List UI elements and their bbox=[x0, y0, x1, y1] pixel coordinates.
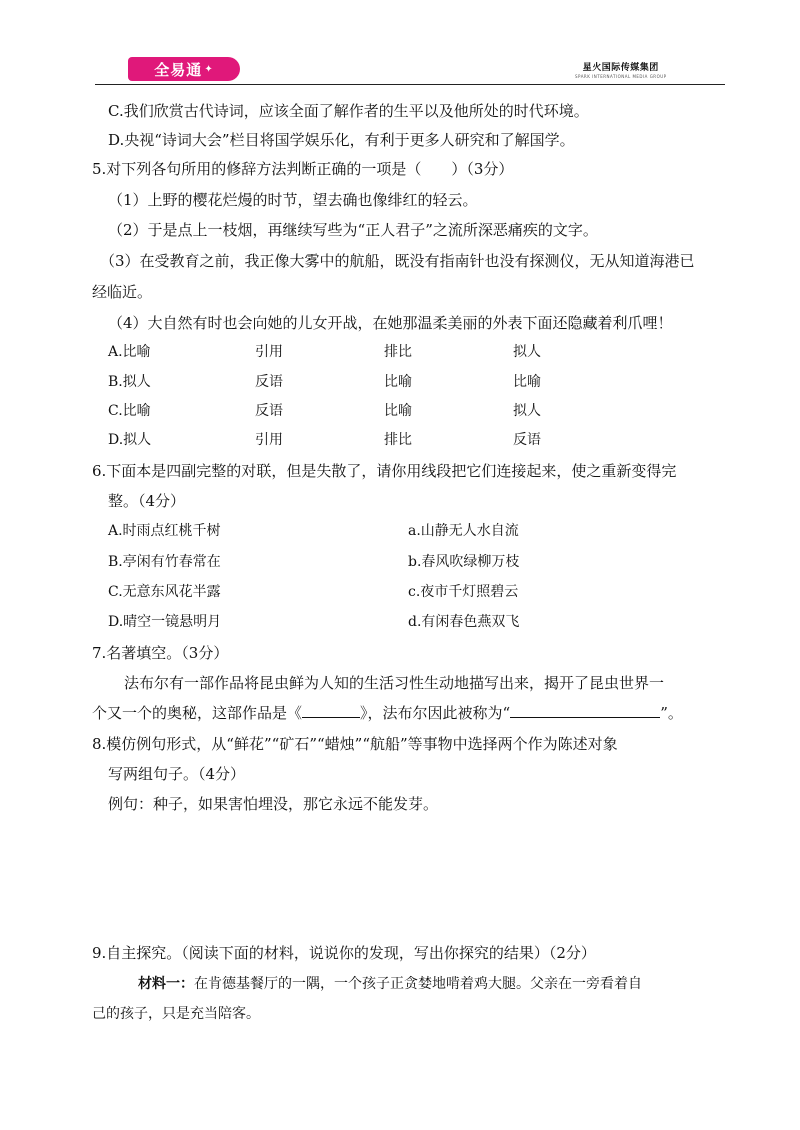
q5-option-a-2: 引用 bbox=[255, 344, 283, 360]
q5-option-b-1: B.拟人 bbox=[108, 374, 151, 390]
q9-material-1-text-a: 在肯德基餐厅的一隅，一个孩子正贪婪地啃着鸡大腿。父亲在一旁看着自 bbox=[194, 976, 642, 992]
q9-stem: 9.自主探究。（阅读下面的材料，说说你的发现，写出你探究的结果）（2分） bbox=[92, 944, 596, 962]
q6-stem-a: 6.下面本是四副完整的对联，但是失散了，请你用线段把它们连接起来，使之重新变得完 bbox=[92, 462, 677, 480]
q7-line-1: 法布尔有一部作品将昆虫鲜为人知的生活习性生动地描写出来，揭开了昆虫世界一 bbox=[124, 674, 665, 692]
q5-sentence-3a: （3）在受教育之前，我正像大雾中的航船，既没有指南针也没有探测仪，无从知道海港已 bbox=[100, 252, 695, 270]
publisher-mark bbox=[575, 60, 667, 79]
q5-option-d-3: 排比 bbox=[384, 432, 412, 448]
q5-option-a-3: 排比 bbox=[384, 344, 412, 360]
q6-right-d: d.有闲春色燕双飞 bbox=[408, 614, 520, 630]
q5-sentence-2: （2）于是点上一枝烟，再继续写些为“正人君子”之流所深恶痛疾的文字。 bbox=[108, 221, 598, 239]
q7-line-2-mid: 》，法布尔因此被称为“ bbox=[360, 704, 511, 722]
q9-material-1-line-1 bbox=[138, 974, 642, 994]
q5-option-d-1: D.拟人 bbox=[108, 432, 152, 448]
q5-stem: 5.对下列各句所用的修辞方法判断正确的一项是（ ）（3分） bbox=[92, 160, 514, 178]
q9-material-1-line-2: 己的孩子，只是充当陪客。 bbox=[92, 1006, 260, 1022]
q7-line-2 bbox=[92, 703, 683, 723]
q9-material-1-label: 材料一： bbox=[138, 976, 194, 992]
q6-left-d: D.晴空一镜悬明月 bbox=[108, 614, 222, 630]
q6-right-c: c.夜市千灯照碧云 bbox=[408, 584, 519, 600]
q5-option-c-3: 比喻 bbox=[384, 403, 412, 419]
q5-option-d-4: 反语 bbox=[513, 432, 541, 448]
q5-option-b-3: 比喻 bbox=[384, 374, 412, 390]
q6-left-c: C.无意东风花半露 bbox=[108, 584, 221, 600]
brand-logo bbox=[128, 57, 240, 81]
q7-line-2-start: 个又一个的奥秘，这部作品是《 bbox=[92, 704, 303, 722]
q5-option-b-4: 比喻 bbox=[513, 374, 541, 390]
q5-sentence-1: （1）上野的樱花烂熳的时节，望去确也像绯红的轻云。 bbox=[108, 191, 478, 209]
q4-option-c: C.我们欣赏古代诗词，应该全面了解作者的生平以及他所处的时代环境。 bbox=[108, 102, 589, 120]
q6-stem-b: 整。（4分） bbox=[108, 492, 186, 510]
q5-option-d-2: 引用 bbox=[255, 432, 283, 448]
q6-right-b: b.春风吹绿柳万枝 bbox=[408, 554, 520, 570]
sparkle-icon: ✦ bbox=[204, 63, 214, 75]
q5-option-a-1: A.比喻 bbox=[108, 344, 151, 360]
q7-line-2-end: ”。 bbox=[660, 704, 683, 722]
publisher-name-en: SPARK INTERNATIONAL MEDIA GROUP bbox=[575, 74, 667, 79]
q7-book-blank[interactable] bbox=[302, 703, 360, 718]
q8-example: 例句：种子，如果害怕埋没，那它永远不能发芽。 bbox=[108, 795, 439, 813]
q8-stem-b: 写两组句子。（4分） bbox=[108, 765, 246, 783]
q5-sentence-4: （4）大自然有时也会向她的儿女开战，在她那温柔美丽的外表下面还隐藏着利爪哩！ bbox=[108, 314, 673, 332]
q6-left-a: A.时雨点红桃千树 bbox=[108, 523, 221, 539]
logo-text: 全易通 bbox=[154, 60, 203, 79]
q8-stem-a: 8.模仿例句形式，从“鲜花”“矿石”“蜡烛”“航船”等事物中选择两个作为陈述对象 bbox=[92, 735, 618, 753]
q6-left-b: B.亭闲有竹春常在 bbox=[108, 554, 221, 570]
q5-option-c-2: 反语 bbox=[255, 403, 283, 419]
q5-option-c-1: C.比喻 bbox=[108, 403, 151, 419]
publisher-name: 星火国际传媒集团 bbox=[582, 63, 659, 73]
q7-title-blank[interactable] bbox=[510, 703, 660, 718]
q5-option-c-4: 拟人 bbox=[513, 403, 541, 419]
q5-sentence-3b: 经临近。 bbox=[92, 283, 153, 301]
header-divider bbox=[95, 84, 725, 85]
q7-stem: 7.名著填空。（3分） bbox=[92, 644, 229, 662]
q5-option-a-4: 拟人 bbox=[513, 344, 541, 360]
q5-option-b-2: 反语 bbox=[255, 374, 283, 390]
q6-right-a: a.山静无人水自流 bbox=[408, 523, 519, 539]
q4-option-d: D.央视“诗词大会”栏目将国学娱乐化，有利于更多人研究和了解国学。 bbox=[108, 131, 575, 149]
